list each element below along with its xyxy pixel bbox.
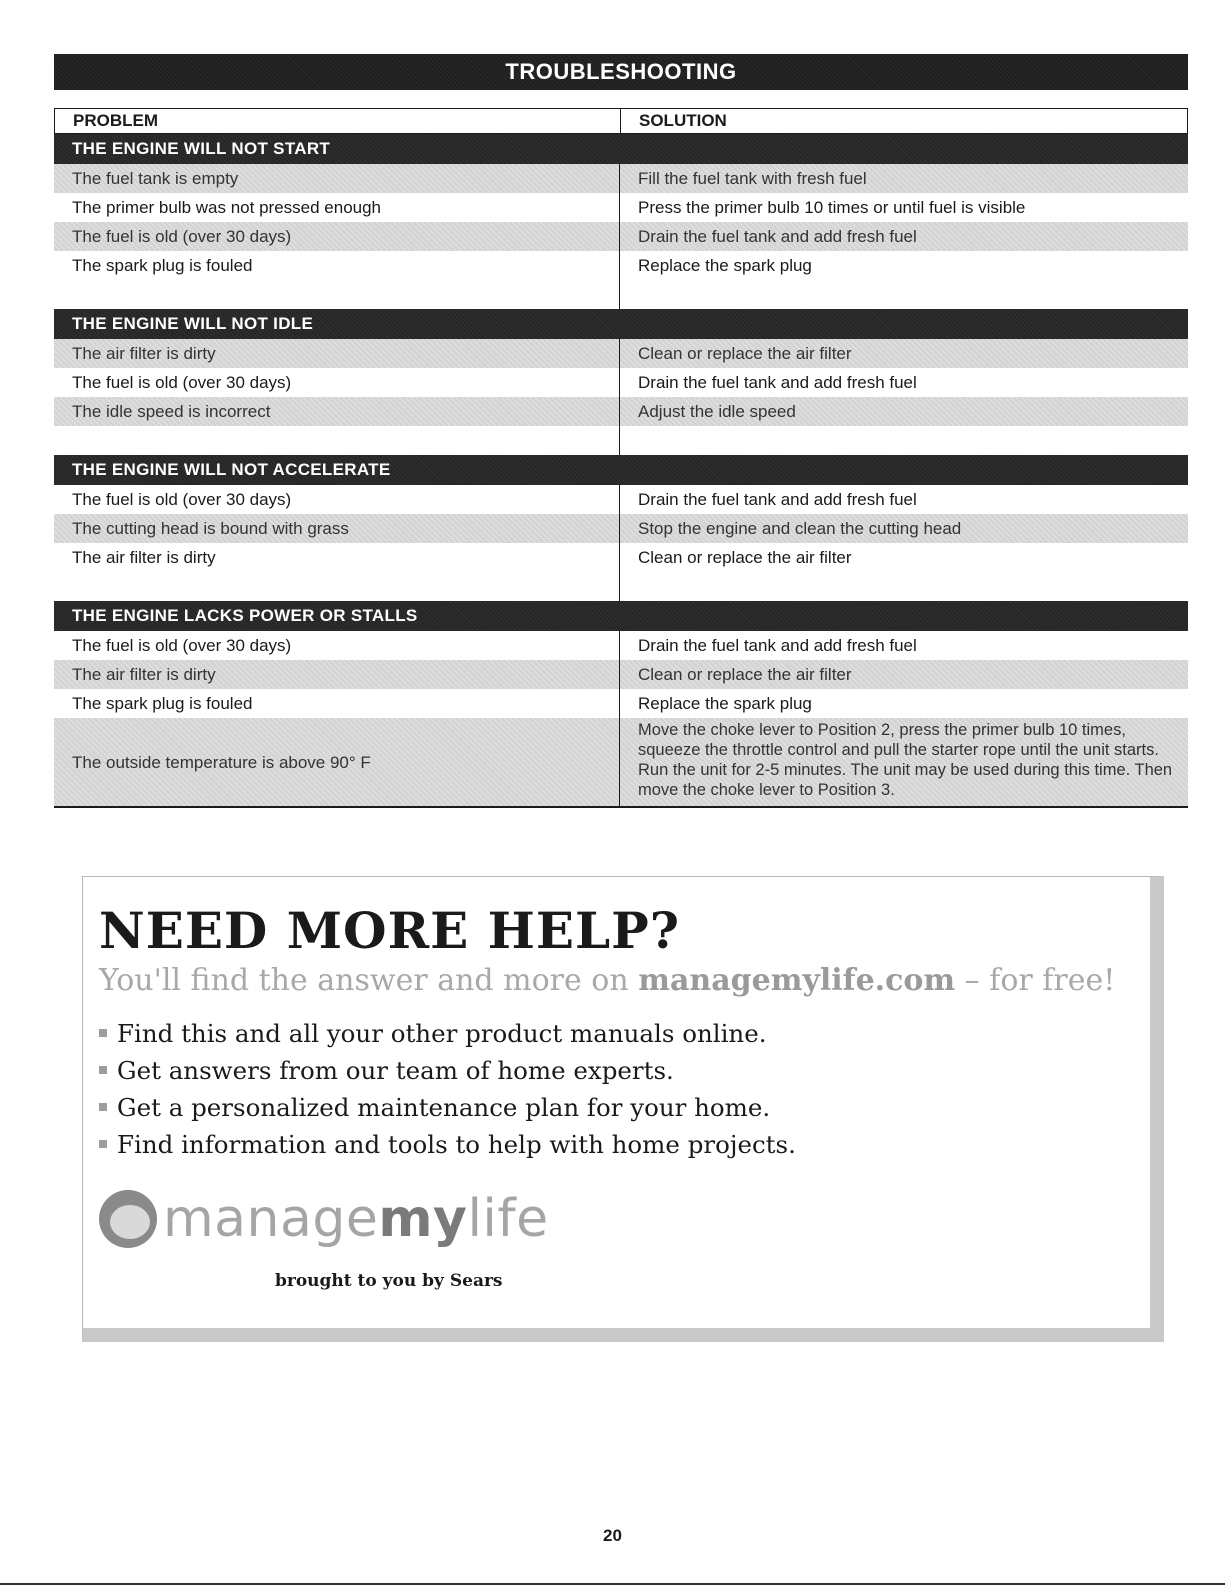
problem-column-header: PROBLEM <box>55 109 621 133</box>
section-title: THE ENGINE WILL NOT IDLE <box>54 309 1188 339</box>
solution-cell: Replace the spark plug <box>638 694 812 713</box>
table-row <box>54 514 1188 543</box>
solution-cell: Drain the fuel tank and add fresh fuel <box>638 227 917 246</box>
troubleshooting-table <box>54 108 1188 808</box>
table-row <box>54 368 1188 397</box>
problem-cell: The spark plug is fouled <box>54 251 620 280</box>
table-header <box>54 108 1188 134</box>
problem-cell: The fuel is old (over 30 days) <box>54 222 620 251</box>
help-benefits-list <box>99 1015 796 1163</box>
table-row <box>54 222 1188 251</box>
section-title: THE ENGINE LACKS POWER OR STALLS <box>54 601 1188 631</box>
solution-cell: Drain the fuel tank and add fresh fuel <box>638 373 917 392</box>
row-spacer <box>54 426 1188 455</box>
row-spacer <box>54 572 1188 601</box>
site-link[interactable]: managemylife.com <box>638 963 956 998</box>
sears-tagline: brought to you by Sears <box>275 1271 503 1291</box>
subtitle-text: You'll find the answer and more on <box>99 963 639 998</box>
help-subtitle <box>99 963 1115 998</box>
table-row <box>54 485 1188 514</box>
solution-cell: Clean or replace the air filter <box>638 548 852 567</box>
table-row <box>54 660 1188 689</box>
solution-cell: Replace the spark plug <box>638 256 812 275</box>
solution-cell: Press the primer bulb 10 times or until fuel is visible <box>638 198 1026 217</box>
solution-cell: Drain the fuel tank and add fresh fuel <box>638 490 917 509</box>
problem-cell: The spark plug is fouled <box>54 689 620 718</box>
bullet-icon <box>99 1103 107 1111</box>
table-row <box>54 631 1188 660</box>
troubleshooting-banner: TROUBLESHOOTING <box>54 54 1188 90</box>
bullet-icon <box>99 1029 107 1037</box>
table-row <box>54 193 1188 222</box>
managemylife-logo <box>99 1189 549 1249</box>
list-item: Get a personalized maintenance plan for your home. <box>99 1089 796 1126</box>
bullet-icon <box>99 1066 107 1074</box>
solution-column-header: SOLUTION <box>639 111 727 130</box>
problem-cell: The fuel is old (over 30 days) <box>54 631 620 660</box>
section-title: THE ENGINE WILL NOT ACCELERATE <box>54 455 1188 485</box>
table-row <box>54 543 1188 572</box>
problem-cell: The fuel tank is empty <box>54 164 620 193</box>
table-row <box>54 718 1188 806</box>
section-title: THE ENGINE WILL NOT START <box>54 134 1188 164</box>
solution-cell: Move the choke lever to Position 2, press the primer bulb 10 times, squeeze the throttle control and pull the starter rope until the unit starts. Run the unit for 2-5 minutes. The unit may be used during this time. Then move the choke lever to Position 3. <box>638 721 1173 799</box>
table-row <box>54 339 1188 368</box>
table-row <box>54 689 1188 718</box>
problem-cell: The fuel is old (over 30 days) <box>54 368 620 397</box>
bullet-icon <box>99 1140 107 1148</box>
table-row <box>54 164 1188 193</box>
help-title: NEED MORE HELP? <box>99 901 681 960</box>
logo-wordmark: managemylife <box>163 1189 549 1249</box>
page-number: 20 <box>603 1526 622 1545</box>
problem-cell: The air filter is dirty <box>54 660 620 689</box>
problem-cell: The idle speed is incorrect <box>54 397 620 426</box>
need-more-help-box <box>82 876 1164 1342</box>
row-spacer <box>54 280 1188 309</box>
solution-cell: Adjust the idle speed <box>638 402 796 421</box>
subtitle-text: – for free! <box>955 963 1116 998</box>
solution-cell: Drain the fuel tank and add fresh fuel <box>638 636 917 655</box>
problem-cell: The cutting head is bound with grass <box>54 514 620 543</box>
table-row <box>54 397 1188 426</box>
problem-cell: The fuel is old (over 30 days) <box>54 485 620 514</box>
problem-cell: The air filter is dirty <box>54 339 620 368</box>
solution-cell: Clean or replace the air filter <box>638 344 852 363</box>
logo-mark-icon <box>99 1190 157 1248</box>
solution-cell: Stop the engine and clean the cutting head <box>638 519 962 538</box>
solution-cell: Clean or replace the air filter <box>638 665 852 684</box>
problem-cell: The air filter is dirty <box>54 543 620 572</box>
list-item: Find information and tools to help with home projects. <box>99 1126 796 1163</box>
table-row <box>54 251 1188 280</box>
list-item: Find this and all your other product manuals online. <box>99 1015 796 1052</box>
list-item: Get answers from our team of home experts. <box>99 1052 796 1089</box>
solution-cell: Fill the fuel tank with fresh fuel <box>638 169 867 188</box>
problem-cell: The outside temperature is above 90° F <box>54 718 620 806</box>
problem-cell: The primer bulb was not pressed enough <box>54 193 620 222</box>
